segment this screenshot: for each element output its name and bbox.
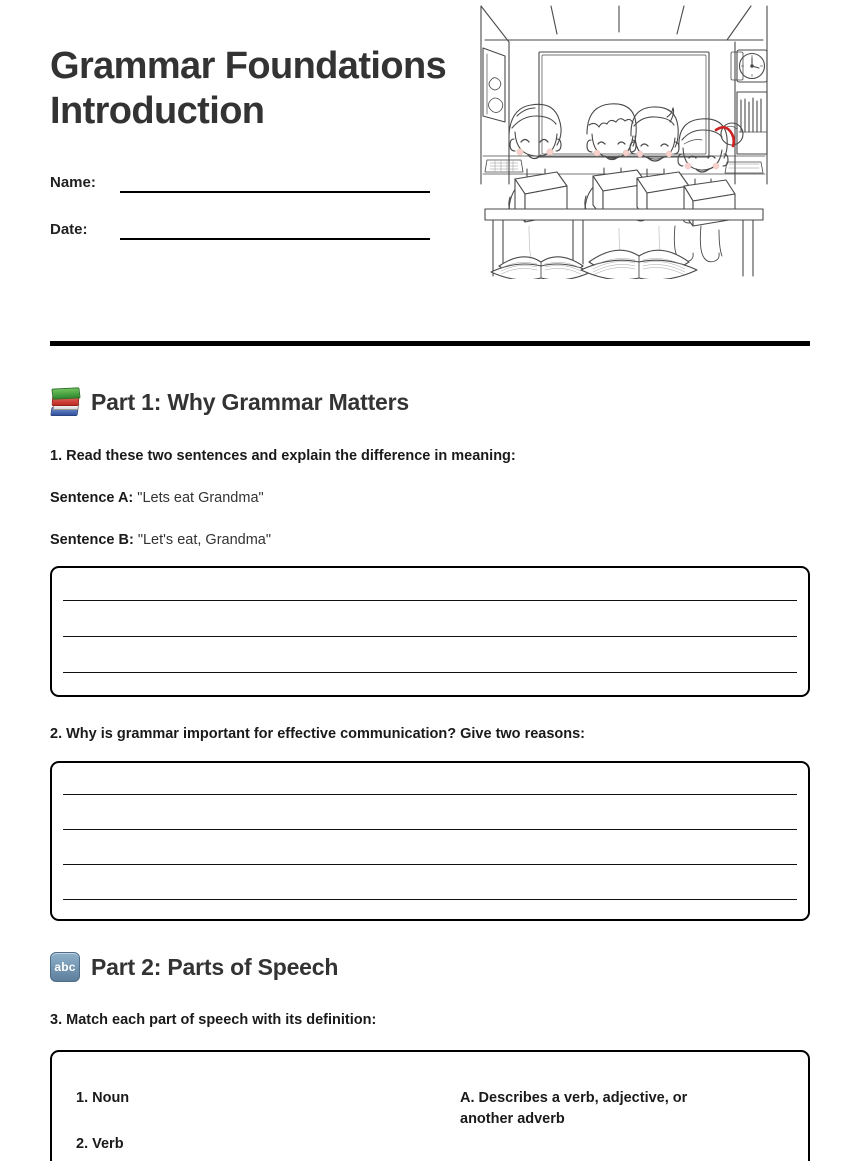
- matching-left-item[interactable]: 1. Noun: [76, 1090, 130, 1106]
- date-field-row: [50, 210, 430, 240]
- answer-line[interactable]: [63, 794, 797, 795]
- date-label: Date:: [50, 221, 88, 238]
- answer-box-question-1[interactable]: [50, 566, 810, 697]
- matching-right-column: [400, 1088, 784, 1161]
- name-field-row: [50, 163, 430, 193]
- answer-line[interactable]: [63, 864, 797, 865]
- classroom-children-reading-illustration: [479, 4, 769, 279]
- answer-box-question-2[interactable]: [50, 761, 810, 921]
- answer-line[interactable]: [63, 829, 797, 830]
- matching-exercise-box[interactable]: [50, 1050, 810, 1161]
- page-title: Grammar Foundations Introduction: [50, 45, 447, 132]
- sentence-a-text: "Lets eat Grandma": [137, 490, 264, 506]
- header-divider: [50, 341, 810, 346]
- answer-lines-group: [63, 568, 797, 695]
- date-input-line[interactable]: [120, 223, 430, 240]
- sentence-b: [50, 531, 810, 551]
- sentence-a-label: Sentence A:: [50, 490, 134, 506]
- answer-line[interactable]: [63, 636, 797, 637]
- abc-icon: abc: [50, 952, 80, 982]
- answer-line[interactable]: [63, 899, 797, 900]
- part-1-title: Part 1: Why Grammar Matters: [91, 388, 409, 415]
- books-icon: [50, 388, 80, 416]
- section-heading-part-1: [50, 388, 409, 416]
- matching-columns: [52, 1052, 808, 1161]
- question-3-prompt: 3. Match each part of speech with its definition:: [50, 1012, 377, 1028]
- sentence-b-label: Sentence B:: [50, 532, 134, 548]
- answer-line[interactable]: [63, 672, 797, 673]
- section-heading-part-2: [50, 952, 338, 982]
- answer-line[interactable]: [63, 600, 797, 601]
- part-2-title: Part 2: Parts of Speech: [91, 953, 339, 980]
- sentence-b-text: "Let's eat, Grandma": [137, 532, 271, 548]
- name-input-line[interactable]: [120, 176, 430, 193]
- answer-lines-group: [63, 763, 797, 919]
- matching-left-column: [76, 1088, 400, 1161]
- matching-right-item[interactable]: A. Describes a verb, adjective, or another adverb: [460, 1090, 688, 1127]
- question-1-prompt: 1. Read these two sentences and explain the difference in meaning:: [50, 448, 516, 464]
- name-label: Name:: [50, 174, 96, 191]
- sentence-a: [50, 489, 810, 509]
- question-2-prompt: 2. Why is grammar important for effective communication? Give two reasons:: [50, 726, 586, 742]
- matching-left-item[interactable]: 2. Verb: [76, 1135, 124, 1152]
